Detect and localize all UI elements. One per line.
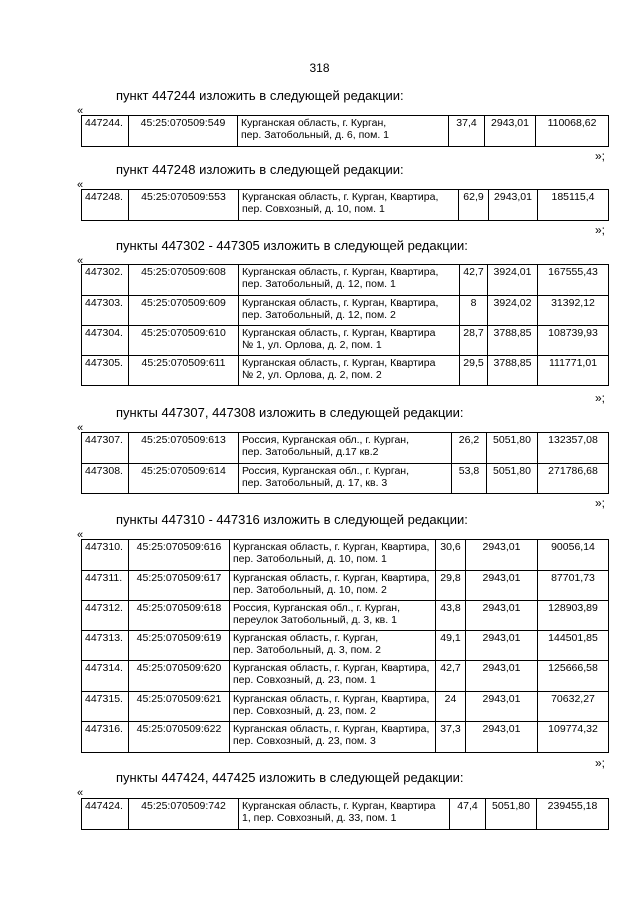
- rate-value: 2943,01: [466, 692, 538, 722]
- cadastral-value: 31392,12: [538, 296, 609, 326]
- address-cell: [239, 356, 460, 386]
- address-cell: [239, 799, 450, 830]
- address-line-1: Россия, Курганская обл., г. Курган,: [242, 465, 409, 477]
- cadastral-number: 45:25:070509:622: [129, 722, 230, 753]
- row-number: 447424.: [82, 799, 129, 830]
- section-table: [81, 798, 609, 830]
- row-number: 447307.: [82, 433, 129, 464]
- table-row: [82, 692, 609, 722]
- table-row: [82, 464, 609, 494]
- rate-value: 3924,02: [488, 296, 538, 326]
- open-quote: «: [77, 422, 84, 434]
- rate-value: 2943,01: [466, 540, 538, 571]
- row-number: 447315.: [82, 692, 129, 722]
- address-line-2: пер. Затобольный, д. 10, пом. 2: [233, 584, 387, 596]
- rate-value: 5051,80: [486, 799, 537, 830]
- address-line-1: Курганская область, г. Курган, Квартира,: [242, 266, 439, 278]
- row-number: 447311.: [82, 571, 129, 601]
- area-value: 28,7: [460, 326, 488, 356]
- table-row: [82, 540, 609, 571]
- address-line-1: Курганская область, г. Курган, Квартира: [242, 357, 436, 369]
- address-line-1: Россия, Курганская обл., г. Курган,: [233, 602, 400, 614]
- area-value: 42,7: [436, 661, 466, 692]
- address-cell: [239, 265, 460, 296]
- table-row: [82, 326, 609, 356]
- table-row: [82, 799, 609, 830]
- address-cell: [230, 540, 436, 571]
- cadastral-value: 70632,27: [538, 692, 609, 722]
- table-row: [82, 116, 609, 147]
- address-line-1: Курганская область, г. Курган, Квартира,: [242, 191, 439, 203]
- address-cell: [230, 631, 436, 661]
- address-line-1: Курганская область, г. Курган, Квартира,: [233, 662, 430, 674]
- rate-value: 2943,01: [466, 571, 538, 601]
- row-number: 447244.: [82, 116, 129, 147]
- cadastral-number: 45:25:070509:619: [129, 631, 230, 661]
- table-row: [82, 601, 609, 631]
- cadastral-value: 110068,62: [536, 116, 609, 147]
- section-intro: пункты 447307, 447308 изложить в следующей редакции:: [116, 405, 464, 420]
- address-line-2: пер. Совхозный, д. 23, пом. 1: [233, 674, 376, 686]
- cadastral-value: 128903,89: [538, 601, 609, 631]
- section-intro: пункт 447244 изложить в следующей редакции:: [116, 88, 404, 103]
- address-cell: [239, 190, 459, 221]
- address-cell: [230, 571, 436, 601]
- cadastral-number: 45:25:070509:617: [129, 571, 230, 601]
- row-number: 447303.: [82, 296, 129, 326]
- address-cell: [238, 116, 449, 147]
- cadastral-number: 45:25:070509:608: [129, 265, 239, 296]
- row-number: 447314.: [82, 661, 129, 692]
- address-line-2: пер. Затобольный, д. 17, кв. 3: [242, 477, 388, 489]
- close-quote: »;: [595, 391, 606, 405]
- table-row: [82, 190, 609, 221]
- rate-value: 2943,01: [489, 190, 538, 221]
- address-line-2: пер. Затобольный, д. 12, пом. 2: [242, 309, 396, 321]
- area-value: 37,4: [449, 116, 485, 147]
- section-table: [81, 432, 609, 494]
- cadastral-number: 45:25:070509:611: [129, 356, 239, 386]
- address-line-1: Курганская область, г. Курган, Квартира: [242, 327, 436, 339]
- cadastral-number: 45:25:070509:549: [129, 116, 238, 147]
- area-value: 37,3: [436, 722, 466, 753]
- address-cell: [239, 326, 460, 356]
- row-number: 447302.: [82, 265, 129, 296]
- section-intro: пункты 447302 - 447305 изложить в следующей редакции:: [116, 238, 468, 253]
- address-line-2: 1, пер. Совхозный, д. 33, пом. 1: [242, 812, 397, 824]
- area-value: 24: [436, 692, 466, 722]
- table-row: [82, 722, 609, 753]
- open-quote: «: [77, 529, 84, 541]
- address-line-1: Россия, Курганская обл., г. Курган,: [242, 434, 409, 446]
- address-cell: [239, 464, 452, 494]
- rate-value: 3788,85: [488, 356, 538, 386]
- address-line-2: пер. Совхозный, д. 10, пом. 1: [242, 203, 385, 215]
- address-line-1: Курганская область, г. Курган, Квартира,: [233, 693, 430, 705]
- cadastral-value: 125666,58: [538, 661, 609, 692]
- rate-value: 3924,01: [488, 265, 538, 296]
- address-line-1: Курганская область, г. Курган, Квартира,: [242, 297, 439, 309]
- row-number: 447308.: [82, 464, 129, 494]
- cadastral-number: 45:25:070509:614: [129, 464, 239, 494]
- cadastral-value: 87701,73: [538, 571, 609, 601]
- section-table: [81, 115, 609, 147]
- rate-value: 5051,80: [487, 464, 538, 494]
- address-line-2: пер. Затобольный, д.17 кв.2: [242, 446, 379, 458]
- table-row: [82, 631, 609, 661]
- row-number: 447304.: [82, 326, 129, 356]
- area-value: 49,1: [436, 631, 466, 661]
- cadastral-value: 271786,68: [538, 464, 609, 494]
- open-quote: «: [77, 179, 84, 191]
- section-intro: пункты 447310 - 447316 изложить в следующей редакции:: [116, 512, 468, 527]
- rate-value: 2943,01: [466, 722, 538, 753]
- address-cell: [230, 692, 436, 722]
- section-table: [81, 264, 609, 386]
- rate-value: 2943,01: [466, 601, 538, 631]
- address-line-2: пер. Затобольный, д. 10, пом. 1: [233, 553, 387, 565]
- close-quote: »;: [595, 496, 606, 510]
- cadastral-number: 45:25:070509:553: [129, 190, 239, 221]
- cadastral-number: 45:25:070509:618: [129, 601, 230, 631]
- row-number: 447248.: [82, 190, 129, 221]
- area-value: 29,8: [436, 571, 466, 601]
- address-cell: [239, 433, 452, 464]
- rate-value: 3788,85: [488, 326, 538, 356]
- rate-value: 2943,01: [466, 661, 538, 692]
- address-line-1: Курганская область, г. Курган,: [241, 117, 387, 129]
- address-cell: [230, 661, 436, 692]
- cadastral-value: 185115,4: [538, 190, 609, 221]
- address-cell: [230, 601, 436, 631]
- address-line-2: пер. Совхозный, д. 23, пом. 2: [233, 705, 376, 717]
- row-number: 447310.: [82, 540, 129, 571]
- table-row: [82, 433, 609, 464]
- rate-value: 2943,01: [466, 631, 538, 661]
- rate-value: 5051,80: [487, 433, 538, 464]
- address-line-1: Курганская область, г. Курган,: [233, 632, 379, 644]
- area-value: 42,7: [460, 265, 488, 296]
- close-quote: »;: [595, 223, 606, 237]
- row-number: 447316.: [82, 722, 129, 753]
- rate-value: 2943,01: [485, 116, 536, 147]
- cadastral-value: 144501,85: [538, 631, 609, 661]
- area-value: 62,9: [459, 190, 489, 221]
- table-row: [82, 661, 609, 692]
- cadastral-value: 109774,32: [538, 722, 609, 753]
- address-line-1: Курганская область, г. Курган, Квартира: [242, 800, 436, 812]
- area-value: 30,6: [436, 540, 466, 571]
- address-line-1: Курганская область, г. Курган, Квартира,: [233, 723, 430, 735]
- open-quote: «: [77, 255, 84, 267]
- address-line-2: переулок Затобольный, д. 3, кв. 1: [233, 614, 397, 626]
- section-intro: пункт 447248 изложить в следующей редакции:: [116, 162, 404, 177]
- section-table: [81, 189, 609, 221]
- section-intro: пункты 447424, 447425 изложить в следующей редакции:: [116, 770, 464, 785]
- cadastral-number: 45:25:070509:610: [129, 326, 239, 356]
- cadastral-value: 132357,08: [538, 433, 609, 464]
- area-value: 53,8: [452, 464, 487, 494]
- close-quote: »;: [595, 149, 606, 163]
- address-line-2: № 2, ул. Орлова, д. 2, пом. 2: [242, 369, 382, 381]
- table-row: [82, 356, 609, 386]
- row-number: 447312.: [82, 601, 129, 631]
- cadastral-number: 45:25:070509:620: [129, 661, 230, 692]
- table-row: [82, 571, 609, 601]
- area-value: 43,8: [436, 601, 466, 631]
- open-quote: «: [77, 787, 84, 799]
- cadastral-value: 111771,01: [538, 356, 609, 386]
- page-number: 318: [309, 61, 330, 75]
- cadastral-value: 239455,18: [537, 799, 609, 830]
- address-cell: [239, 296, 460, 326]
- area-value: 26,2: [452, 433, 487, 464]
- row-number: 447313.: [82, 631, 129, 661]
- address-line-2: пер. Совхозный, д. 23, пом. 3: [233, 735, 376, 747]
- close-quote: »;: [595, 756, 606, 770]
- cadastral-number: 45:25:070509:613: [129, 433, 239, 464]
- cadastral-number: 45:25:070509:621: [129, 692, 230, 722]
- address-line-1: Курганская область, г. Курган, Квартира,: [233, 572, 430, 584]
- row-number: 447305.: [82, 356, 129, 386]
- address-line-1: Курганская область, г. Курган, Квартира,: [233, 541, 430, 553]
- address-line-2: № 1, ул. Орлова, д. 2, пом. 1: [242, 339, 382, 351]
- area-value: 29,5: [460, 356, 488, 386]
- cadastral-value: 167555,43: [538, 265, 609, 296]
- cadastral-number: 45:25:070509:742: [129, 799, 239, 830]
- address-line-2: пер. Затобольный, д. 3, пом. 2: [233, 644, 381, 656]
- area-value: 47,4: [450, 799, 486, 830]
- cadastral-value: 108739,93: [538, 326, 609, 356]
- cadastral-number: 45:25:070509:609: [129, 296, 239, 326]
- open-quote: «: [77, 105, 84, 117]
- cadastral-value: 90056,14: [538, 540, 609, 571]
- address-line-2: пер. Затобольный, д. 12, пом. 1: [242, 278, 396, 290]
- area-value: 8: [460, 296, 488, 326]
- address-cell: [230, 722, 436, 753]
- section-table: [81, 539, 609, 753]
- table-row: [82, 296, 609, 326]
- address-line-2: пер. Затобольный, д. 6, пом. 1: [241, 129, 389, 141]
- table-row: [82, 265, 609, 296]
- cadastral-number: 45:25:070509:616: [129, 540, 230, 571]
